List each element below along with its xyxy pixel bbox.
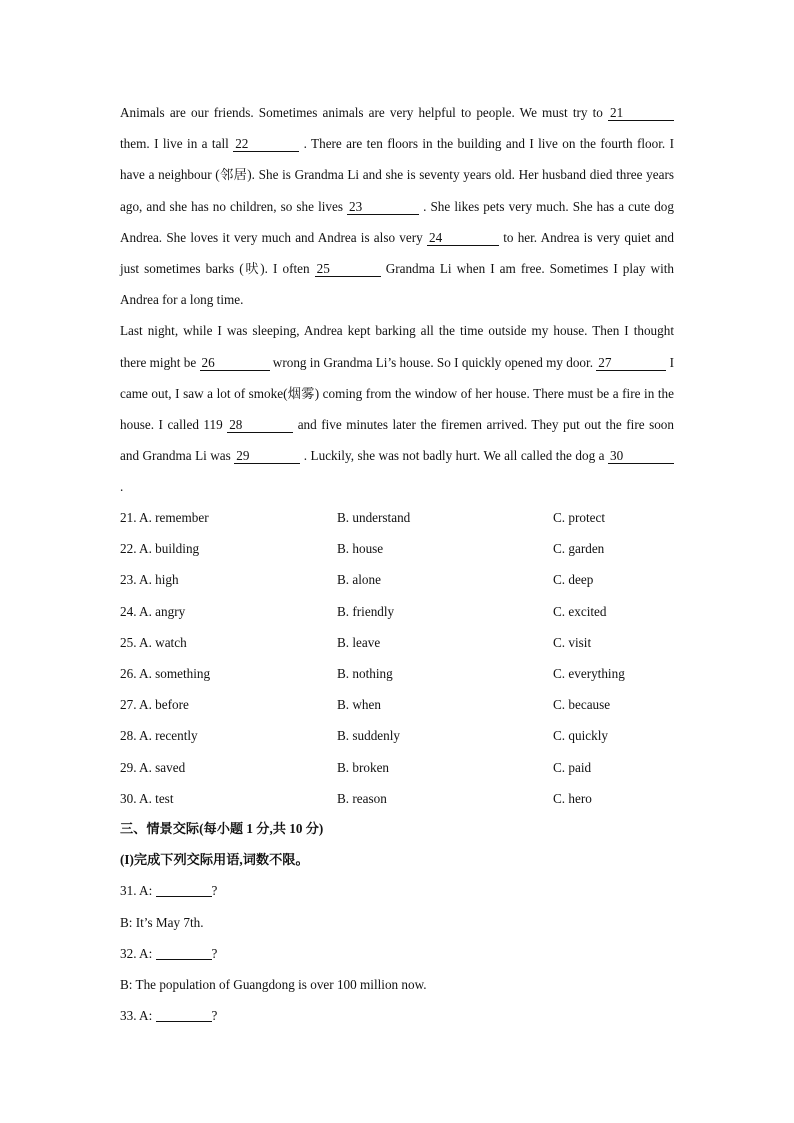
passage-text: . [120,479,124,495]
passage-text: wrong in Grandma Li’s house. So I quickly opened my door. [269,354,597,370]
blank-29: 29 [234,448,300,464]
option-row-25 [120,627,720,658]
option-row-28 [120,720,720,751]
blank-28: 28 [227,417,293,433]
option-b: B. leave [337,634,381,650]
passage-text: Animals are our friends. Sometimes animals are very helpful to people. We must try to [120,105,608,120]
option-row-27 [120,689,720,720]
option-b: B. nothing [337,665,393,681]
answer-blank-31 [156,882,212,897]
option-a: 23. A. high [120,572,179,588]
speaker-a-label: 31. A: [120,883,156,899]
speaker-a-label: 32. A: [120,945,156,961]
speaker-a-label: 33. A: [120,1008,156,1024]
question-mark: ? [211,883,218,899]
answer-options [120,502,720,814]
situational-dialogue-section [120,813,720,1031]
question-32-b: B: The population of Guangdong is over 100 million now. [120,976,427,992]
option-a: 26. A. something [120,665,211,681]
option-b: B. house [337,541,384,557]
cloze-passage [120,97,674,503]
option-c: C. paid [553,759,592,775]
option-row-26 [120,658,720,689]
blank-21: 21 [608,105,674,121]
option-c: C. deep [553,572,594,588]
question-mark: ? [211,1008,218,1024]
option-b: B. friendly [337,603,395,619]
passage-text: and five minutes later the firemen arrived. They put out the fire soon and Grandma Li was [120,417,674,464]
passage-text: them. I live in a tall [120,136,234,152]
blank-25: 25 [315,261,381,277]
option-b: B. suddenly [337,728,401,744]
passage-text: . There are ten floors in the building and I live on the fourth floor. I have a neighbour (邻居). She is Grandma Li and she is seventy years old. Her husband died three years ago, and she has no children, so she lives [120,136,674,214]
option-c: C. hero [553,790,592,806]
option-row-22 [120,533,720,564]
option-a: 29. A. saved [120,759,186,775]
question-31-a [120,875,720,906]
passage-text: I came out, I saw a lot of smoke(烟雾) coming from the window of her house. There must be a fire in the house. I called 119 [120,354,674,433]
option-c: C. quickly [553,728,608,744]
option-b: B. broken [337,759,390,775]
answer-blank-32 [156,945,212,960]
passage-text: . Luckily, she was not badly hurt. We all called the dog a [300,448,608,464]
option-a: 25. A. watch [120,634,187,650]
passage-text: Grandma Li when I am free. Sometimes I play with Andrea for a long time. [120,261,674,308]
option-row-24 [120,596,720,627]
option-a: 22. A. building [120,541,200,557]
option-row-23 [120,564,720,595]
passage-paragraph-1 [120,97,674,315]
option-c: C. visit [553,634,592,650]
option-a: 27. A. before [120,697,189,713]
answer-blank-33 [156,1007,212,1022]
option-b: B. understand [337,510,411,525]
option-b: B. alone [337,572,381,588]
blank-30: 30 [608,448,674,464]
option-b: B. when [337,697,381,713]
option-a: 30. A. test [120,790,174,806]
option-c: C. garden [553,541,605,557]
option-a: 21. A. remember [120,510,209,525]
blank-26: 26 [200,355,270,371]
option-c: C. everything [553,665,625,681]
option-a: 24. A. angry [120,603,186,619]
option-row-30 [120,783,720,814]
question-33-a [120,1000,720,1031]
option-b: B. reason [337,790,387,806]
question-31-b: B: It’s May 7th. [120,914,204,930]
blank-22: 22 [233,136,299,152]
passage-text: . She likes pets very much. She has a cute dog Andrea. She loves it very much and Andrea is also very [120,198,674,245]
passage-paragraph-2 [120,315,674,502]
passage-text: Last night, while I was sleeping, Andrea kept barking all the time outside my house. Then I thought there might be [120,323,674,370]
passage-text: to her. Andrea is very quiet and just sometimes barks (吠). I often [120,229,674,277]
blank-24: 24 [427,230,499,246]
question-mark: ? [211,945,218,961]
option-row-29 [120,752,720,783]
question-32-a [120,938,720,969]
option-c: C. because [553,697,611,713]
blank-23: 23 [347,199,419,215]
blank-27: 27 [596,355,666,371]
option-a: 28. A. recently [120,728,198,744]
option-c: C. protect [553,510,606,525]
option-c: C. excited [553,603,607,619]
option-row-21 [120,502,720,533]
section-heading: 三、情景交际(每小题 1 分,共 10 分) [120,821,324,836]
section-instruction: (I)完成下列交际用语,词数不限。 [120,852,309,868]
